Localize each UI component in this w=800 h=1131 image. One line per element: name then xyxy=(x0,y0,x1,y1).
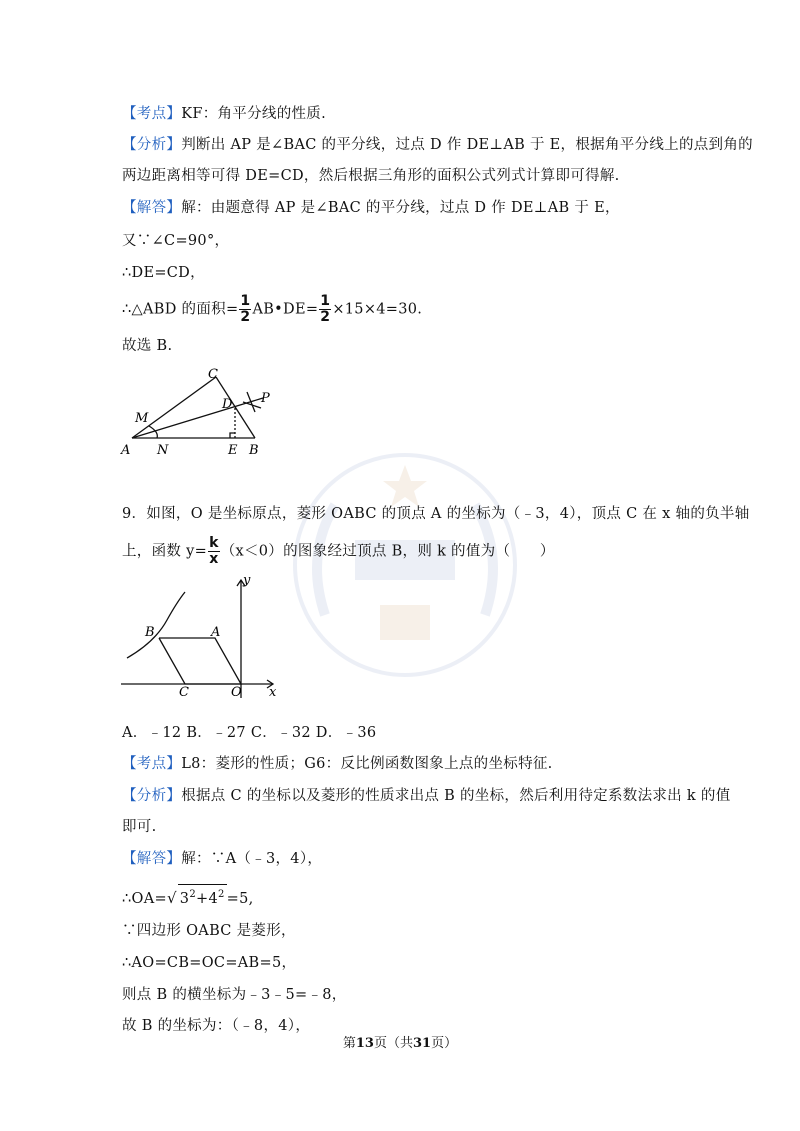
label-n: N xyxy=(157,443,169,458)
answer-line-8: 故选 B. xyxy=(122,338,173,354)
area-suffix: ×15×4=30. xyxy=(332,301,423,318)
fenxi-line-8a xyxy=(122,135,753,155)
question-9-line2 xyxy=(122,536,555,567)
kaodian-text: KF：角平分线的性质. xyxy=(181,106,327,122)
options-line: A．﹣12 B．﹣27 C．﹣32 D．﹣36 xyxy=(122,725,377,741)
half-fraction: $\frac{1}{2}$ xyxy=(240,293,251,325)
kaodian-line-9 xyxy=(122,754,553,774)
jieda-text-9: 解：∵A（﹣3，4）， xyxy=(181,851,323,867)
label-d: D xyxy=(222,397,233,412)
func-prefix: 上，函数 y= xyxy=(122,543,208,560)
fenxi-line-9b: 即可. xyxy=(122,819,157,835)
area-mid: AB•DE= xyxy=(252,301,319,318)
area-formula-line xyxy=(122,294,422,325)
current-page: 13 xyxy=(355,1036,374,1051)
fenxi-tag-9: 【分析】 xyxy=(122,788,182,804)
label-p: P xyxy=(261,391,270,406)
kaodian-tag-9: 【考点】 xyxy=(122,756,182,772)
area-prefix: ∴△ABD 的面积= xyxy=(122,301,239,318)
oa-line: ∴OA=√ $3^2+4^2 =5$, xyxy=(122,884,254,909)
label-o9: O xyxy=(231,685,242,700)
jieda-line-9 xyxy=(122,849,322,869)
label-y: y xyxy=(243,573,251,588)
b-coord-line: 故 B 的坐标为：（﹣8，4）， xyxy=(122,1018,311,1034)
total-pages: 31 xyxy=(413,1036,432,1051)
label-b9: B xyxy=(145,625,155,640)
de-cd-line: ∴DE=CD， xyxy=(122,265,205,281)
rhombus-line: ∵四边形 OABC 是菱形， xyxy=(122,923,296,939)
kaodian-text-9: L8：菱形的性质；G6：反比例函数图象上点的坐标特征. xyxy=(181,756,553,772)
label-m: M xyxy=(135,411,149,426)
oa-prefix: ∴OA= xyxy=(122,890,167,907)
k-over-x-fraction: $\frac{k}{x}$ xyxy=(209,535,219,567)
kaodian-tag: 【考点】 xyxy=(122,106,182,122)
kaodian-line-8 xyxy=(122,104,326,124)
jieda-tag: 【解答】 xyxy=(122,200,182,216)
jieda-line-8 xyxy=(122,198,620,218)
angle-c-line: 又∵∠C=90°， xyxy=(122,233,230,249)
rhombus-figure xyxy=(115,570,285,700)
label-a9: A xyxy=(211,625,221,640)
label-b: B xyxy=(249,443,259,458)
label-c: C xyxy=(208,367,218,382)
fenxi-text-9: 根据点 C 的坐标以及菱形的性质求出点 B 的坐标，然后利用待定系数法求出 k 的值 xyxy=(181,788,731,804)
question-9-line1: 9．如图，O 是坐标原点，菱形 OABC 的顶点 A 的坐标为（﹣3，4），顶点 C 在 x 轴的负半轴 xyxy=(122,506,750,522)
fenxi-text: 判断出 AP 是∠BAC 的平分线，过点 D 作 DE⊥AB 于 E，根据角平分线上的点到角的 xyxy=(181,137,753,153)
page-footer: 第13页（共31页） xyxy=(342,1036,458,1051)
bx-line: 则点 B 的横坐标为﹣3﹣5=﹣8， xyxy=(122,987,347,1003)
jieda-text: 解：由题意得 AP 是∠BAC 的平分线，过点 D 作 DE⊥AB 于 E， xyxy=(181,200,620,216)
fenxi-line-8b: 两边距离相等可得 DE=CD，然后根据三角形的面积公式列式计算即可得解. xyxy=(122,168,620,184)
label-x: x xyxy=(269,685,277,700)
fenxi-tag: 【分析】 xyxy=(122,137,182,153)
triangle-figure xyxy=(115,362,285,462)
func-suffix: （x＜0）的图象经过顶点 B，则 k 的值为（ ） xyxy=(220,543,555,560)
jieda-tag-9: 【解答】 xyxy=(122,851,182,867)
oa-suffix: =5, xyxy=(226,890,254,907)
sqrt-expression: $3^2+4^2$ xyxy=(178,884,227,909)
label-c9: C xyxy=(179,685,189,700)
half-fraction-2: $\frac{1}{2}$ xyxy=(320,293,331,325)
equal-sides-line: ∴AO=CB=OC=AB=5， xyxy=(122,955,297,971)
label-e: E xyxy=(228,443,238,458)
fenxi-line-9a xyxy=(122,786,731,806)
label-a: A xyxy=(121,443,131,458)
